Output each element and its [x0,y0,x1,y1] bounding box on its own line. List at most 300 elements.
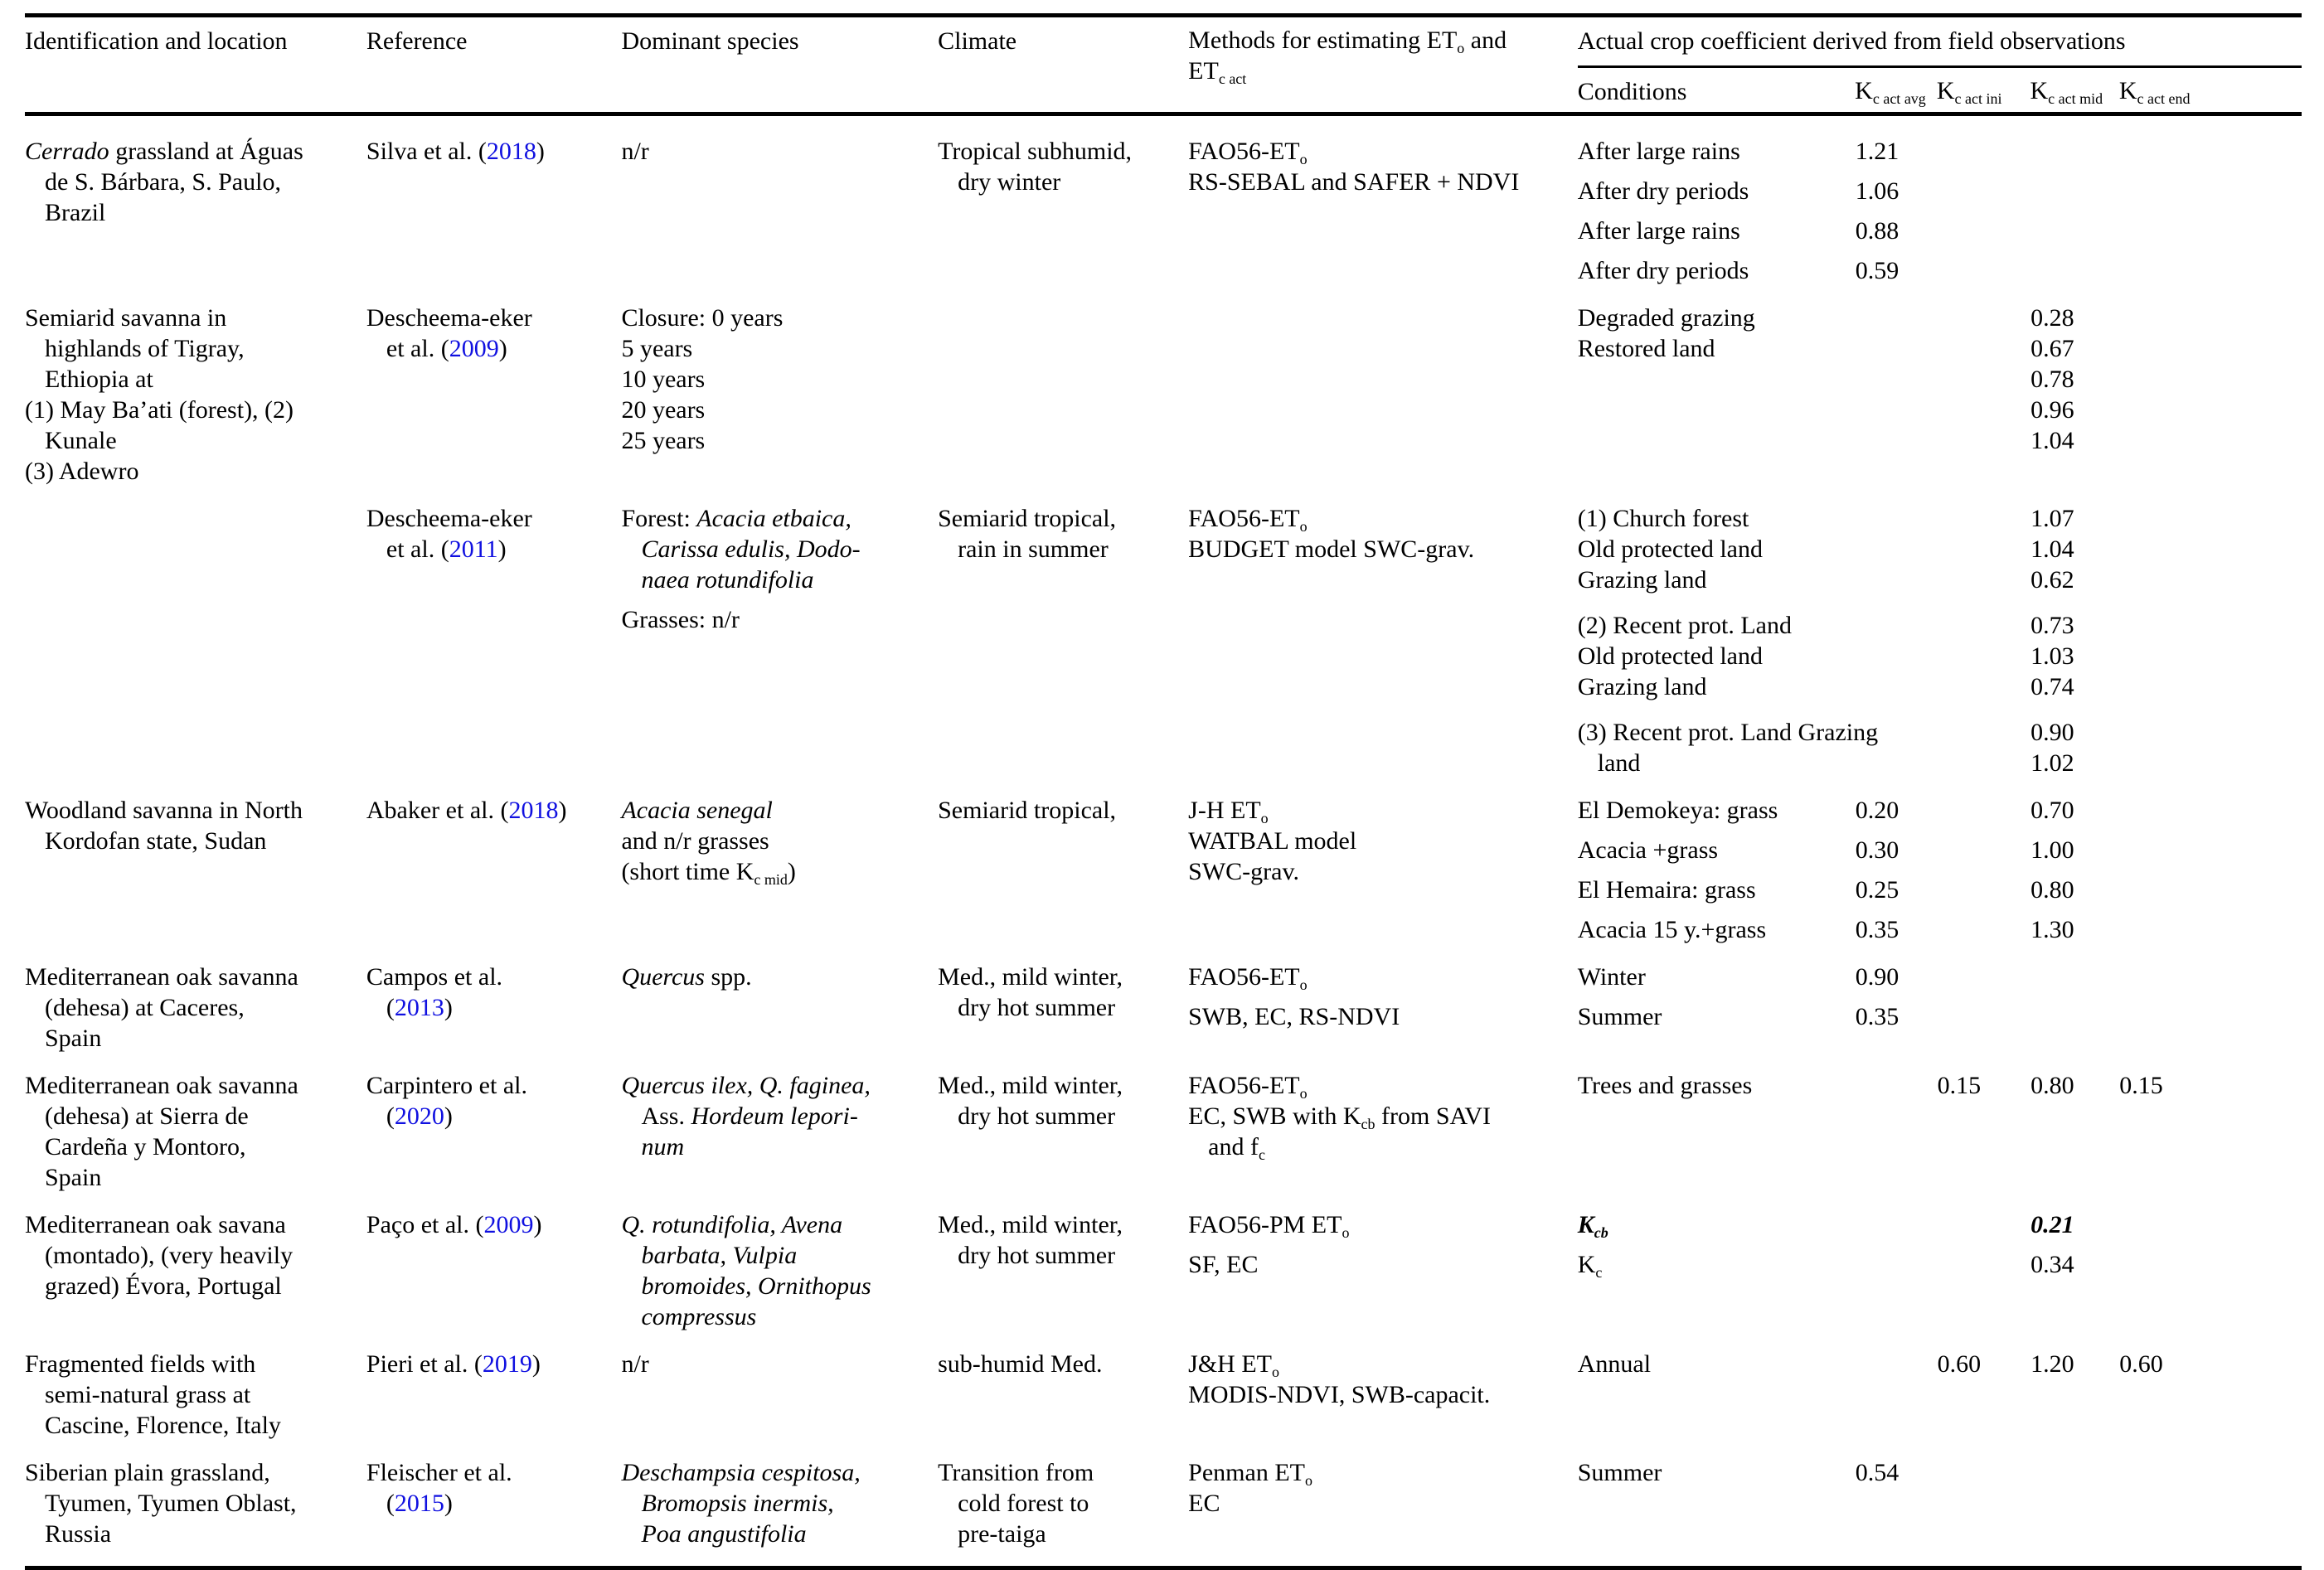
col-c1 [25,136,366,228]
col-c9 [2030,303,2119,456]
text-segment: 0.78 [2030,366,2074,393]
text-segment: ) [497,535,507,563]
text-line [621,503,931,534]
citation-link[interactable]: 2020 [394,1102,444,1130]
text-line [2030,914,2113,945]
text-segment: de S. Bárbara, S. Paulo, [45,168,281,196]
text-segment: and [1464,27,1507,54]
col-c2 [366,136,622,167]
table-body [25,116,2302,1549]
col-c7 [1856,136,1938,286]
text-segment: compressus [641,1303,757,1330]
text-segment: n/r [621,138,649,165]
text-line [1188,826,1571,856]
text-line [2030,75,2112,106]
citation-link[interactable]: 2013 [394,994,444,1021]
col-c4 [938,1349,1188,1379]
col-c9 [2030,1209,2119,1280]
text-segment: o [1272,1364,1279,1381]
text-segment: 1.04 [2030,535,2074,563]
text-line [938,534,1181,565]
text-line [938,1488,1181,1519]
text-segment: 5 years [621,335,693,362]
text-segment: Mediterranean oak savanna [25,963,298,991]
text-line [25,167,360,197]
text-line [1188,136,1571,167]
text-line [1188,1349,1571,1379]
text-line [25,1101,360,1131]
text-segment: FAO56-ET [1188,963,1300,991]
text-line [2030,395,2113,425]
text-segment: Med., mild winter, [938,963,1123,991]
text-segment: grassland at Águas [109,138,303,165]
text-line [2030,748,2113,778]
text-line [366,795,615,826]
text-line [621,1240,931,1271]
text-line [2030,671,2113,702]
text-segment: 0.60 [2119,1350,2163,1378]
text-segment: c act end [2137,90,2191,108]
text-segment: Siberian plain grassland, [25,1459,270,1486]
text-line [1578,565,1849,595]
col-c7 [1856,795,1938,945]
col-c2 [366,962,622,1023]
text-segment: J&H ET [1188,1350,1272,1378]
text-segment: from SAVI [1375,1102,1491,1130]
text-segment: Grazing land [1577,673,1707,700]
text-segment: cold forest to [958,1490,1089,1517]
text-line [1188,1070,1571,1101]
text-segment: ) [536,138,545,165]
text-line [1188,795,1571,826]
text-segment: ) [498,335,507,362]
text-segment: 0.35 [1855,916,1899,943]
text-segment: (3) Recent prot. Land Grazing [1577,719,1879,746]
text-line [2030,303,2113,333]
col-c2 [366,503,622,565]
text-segment: dry hot summer [958,1242,1116,1269]
text-segment: 0.96 [2030,396,2074,424]
text-line [25,456,360,487]
header-kc-act-avg [1855,75,1937,106]
text-segment: ) [444,1490,453,1517]
text-segment: El Hemaira: grass [1577,876,1756,904]
text-line [1578,176,1849,206]
text-segment: 0.59 [1855,257,1899,284]
text-line [1856,914,1931,945]
header-kc-act-end [2119,75,2302,106]
text-line [366,503,615,534]
text-line [25,1488,360,1519]
text-line [25,1162,360,1193]
text-line [1578,333,1849,364]
text-line [25,1131,360,1162]
col-c2 [366,303,622,364]
text-segment: Closure: 0 years [621,304,784,332]
text-line [1188,1101,1571,1131]
text-segment: num [641,1133,685,1161]
text-segment: 0.25 [1855,876,1899,904]
text-segment: spp. [704,963,752,991]
text-segment: 0.67 [2030,335,2074,362]
text-segment: After large rains [1577,138,1740,165]
text-segment: et al. ( [386,335,449,362]
text-segment: Deschampsia cespitosa, [621,1459,861,1486]
text-segment: 0.21 [2030,1211,2074,1238]
col-c1 [25,962,366,1054]
col-c4 [938,136,1188,197]
text-line [2030,835,2113,865]
text-line [1578,534,1849,565]
col-c4 [938,503,1188,565]
text-segment: Old protected land [1577,642,1763,670]
text-segment: Acacia senegal [621,797,773,824]
text-segment: (dehesa) at Sierra de [45,1102,249,1130]
text-line [25,303,360,333]
text-line [366,1349,615,1379]
col-c9 [2030,795,2119,945]
col-c6 [1578,1457,1856,1488]
col-c7 [1856,1457,1938,1488]
text-segment: o [1260,810,1269,827]
text-segment: 1.07 [2030,505,2074,532]
text-line [1577,717,1879,748]
header-row [25,25,2302,109]
citation-link[interactable]: 2009 [483,1211,534,1238]
text-segment: 0.34 [2030,1251,2074,1278]
col-c1 [25,1209,366,1301]
text-segment: o [1299,518,1308,535]
text-line [621,795,931,826]
text-segment: naea rotundifolia [641,566,814,594]
text-line [1578,610,1849,641]
citation-link[interactable]: 2019 [482,1350,532,1378]
col-c3 [621,1070,938,1162]
text-line [1578,1249,1849,1280]
text-line [1578,914,1849,945]
col-c5 [1188,1070,1578,1162]
text-line [1856,136,1931,167]
header-kc-act-mid [2030,75,2118,106]
table-row-8 [25,1349,2302,1441]
text-segment: n/r [621,1350,649,1378]
header-kc-group [1578,25,2302,109]
text-segment: Acacia 15 y.+grass [1577,916,1767,943]
header-kc-subrow [1578,75,2302,109]
text-segment: Penman ET [1188,1459,1305,1486]
col-c3 [621,962,938,992]
text-segment: Ass. [641,1102,691,1130]
table-row-7 [25,1209,2302,1332]
text-segment: K [1577,1251,1596,1278]
text-line [2030,795,2113,826]
text-line [621,856,931,887]
text-line [621,1131,931,1162]
col-c3 [621,1457,938,1549]
text-segment: Grazing land [1577,566,1707,594]
text-line [2030,565,2113,595]
text-segment: Semiarid savanna in [25,304,227,332]
text-segment: Paço et al. ( [366,1211,484,1238]
text-segment: Pieri et al. ( [366,1350,483,1378]
text-segment: 0.20 [1855,797,1899,824]
text-segment: 1.30 [2030,916,2074,943]
table-row-5 [25,962,2302,1054]
text-line [1578,962,1849,992]
text-line [621,1070,931,1101]
text-line [938,1070,1181,1101]
text-line [366,333,615,364]
text-line [25,1349,360,1379]
text-segment: o [1457,40,1465,57]
text-segment: K [2030,77,2049,104]
col-c3 [621,1209,938,1332]
text-segment: 10 years [621,366,706,393]
text-segment: Ethiopia at [45,366,153,393]
text-line [25,364,360,395]
text-segment: Med., mild winter, [938,1072,1123,1099]
text-line [1578,748,1849,778]
col-c2 [366,1457,622,1519]
text-line [1856,176,1931,206]
text-segment: ( [386,994,395,1021]
text-line [1578,303,1849,333]
text-line [1188,25,1571,56]
text-segment: ET [1188,57,1219,85]
text-line [621,1301,931,1332]
col-c1 [25,303,366,487]
col-c5 [1188,1209,1578,1280]
text-segment: 1.00 [2030,836,2074,864]
text-segment: 0.80 [2030,876,2074,904]
col-c5 [1188,136,1578,197]
text-line [1937,75,2024,106]
text-segment: Methods for estimating ET [1188,27,1458,54]
text-line [1578,1209,1849,1240]
line-gap [1578,702,1849,717]
col-c9 [2030,503,2119,778]
text-segment: FAO56-ET [1188,1072,1300,1099]
text-line [25,962,360,992]
text-segment: Old protected land [1577,535,1763,563]
text-segment: Russia [45,1520,112,1548]
header-reference: Reference [366,27,468,55]
text-segment: (montado), (very heavily [45,1242,294,1269]
text-segment: Restored land [1577,335,1715,362]
text-line [25,1023,360,1054]
text-segment: Tropical subhumid, [938,138,1133,165]
col-c3 [621,795,938,887]
text-segment: ) [787,858,796,885]
col-c10 [2119,1070,2302,1101]
text-line [621,1101,931,1131]
citation-link[interactable]: 2011 [449,535,498,563]
text-line [938,1349,1181,1379]
text-segment: Med., mild winter, [938,1211,1123,1238]
text-segment: c act avg [1872,90,1926,108]
col-c5 [1188,1349,1578,1410]
text-line [621,1349,931,1379]
col-c1 [25,795,366,856]
text-line [366,962,615,992]
text-segment: cb [1594,1224,1608,1242]
text-segment: Acacia etbaica, [696,505,851,532]
text-segment: Poa angustifolia [641,1520,807,1548]
text-line [2119,1349,2295,1379]
text-segment: rain in summer [958,535,1109,563]
text-segment: Tyumen, Tyumen Oblast, [45,1490,297,1517]
text-segment: c [1258,1146,1265,1164]
col-c1 [25,1349,366,1441]
col-c6 [1578,303,1856,364]
text-line [1188,1249,1571,1280]
text-segment: Winter [1577,963,1646,991]
text-segment: K [1855,77,1873,104]
text-line [2030,717,2113,748]
text-line [621,333,931,364]
text-segment: RS-SEBAL and SAFER + NDVI [1188,168,1520,196]
text-segment: c [1595,1264,1603,1282]
citation-link[interactable]: 2009 [449,335,499,362]
text-segment: (2) Recent prot. Land [1577,612,1792,639]
text-segment: Fleischer et al. [366,1459,512,1486]
line-gap [2030,702,2113,717]
col-c4 [938,795,1188,826]
col-c6 [1578,1070,1856,1101]
col-c5 [1188,962,1578,1032]
text-segment: Semiarid tropical, [938,797,1117,824]
text-segment: ) [444,994,453,1021]
text-segment: SF, EC [1188,1251,1259,1278]
text-segment: and n/r grasses [621,827,769,855]
text-segment: 1.03 [2030,642,2074,670]
col-c5 [1188,1457,1578,1519]
text-segment: (1) Church forest [1577,505,1749,532]
citation-link[interactable]: 2018 [486,138,536,165]
text-line [1188,1131,1571,1162]
text-segment: Quercus ilex, Q. faginea, [621,1072,871,1099]
text-segment: 1.21 [1855,138,1899,165]
text-segment: c act [1218,70,1247,88]
text-segment: Woodland savanna in North [25,797,303,824]
text-segment: Fragmented fields with [25,1350,256,1378]
text-line [2119,75,2295,106]
text-segment: o [1342,1224,1350,1242]
text-line [1188,534,1571,565]
text-line [1938,1070,2025,1101]
text-line [366,1070,615,1101]
text-segment: 0.28 [2030,304,2074,332]
text-segment: o [1299,151,1308,168]
text-segment: 25 years [621,427,706,454]
text-line [1188,1209,1571,1240]
text-segment: Annual [1577,1350,1652,1378]
text-line [621,826,931,856]
col-c1 [25,1070,366,1193]
text-line [1188,1488,1571,1519]
text-segment: ) [531,1350,541,1378]
text-segment: barbata, Vulpia [641,1242,798,1269]
text-segment: BUDGET model SWC-grav. [1188,535,1475,563]
text-segment: After dry periods [1577,257,1749,284]
text-line [25,795,360,826]
text-segment: o [1304,1472,1312,1490]
text-line [621,1271,931,1301]
text-line [366,303,615,333]
col-c4 [938,962,1188,1023]
text-line [2030,1249,2113,1280]
text-line [621,565,931,595]
text-line [25,395,360,425]
text-line [1578,835,1849,865]
text-segment: Mediterranean oak savana [25,1211,286,1238]
col-c7 [1856,962,1938,1032]
text-segment: FAO56-PM ET [1188,1211,1342,1238]
col-c5 [1188,503,1578,565]
text-line [1578,1457,1849,1488]
text-segment: SWC-grav. [1188,858,1300,885]
text-segment: highlands of Tigray, [45,335,245,362]
citation-link[interactable]: 2018 [508,797,559,824]
col-c4 [938,1209,1188,1271]
text-line [25,1519,360,1549]
col-c6 [1578,136,1856,286]
text-line [938,1240,1181,1271]
text-line [25,197,360,228]
text-line [1578,136,1849,167]
text-segment: SWB, EC, RS-NDVI [1188,1003,1400,1030]
text-segment: K [1936,77,1955,104]
text-segment: Spain [45,1025,102,1052]
text-segment: ) [558,797,567,824]
text-line [1188,1457,1571,1488]
col-c6 [1578,795,1856,945]
text-segment: sub-humid Med. [938,1350,1103,1378]
text-line [1578,795,1849,826]
text-line [1578,216,1849,246]
text-segment: 1.06 [1855,177,1899,205]
text-segment: ) [533,1211,542,1238]
text-line [1188,856,1571,887]
text-line [25,1070,360,1101]
text-line [1188,56,1571,86]
text-segment: (3) Adewro [25,458,139,485]
text-segment: c act mid [2048,90,2103,108]
text-segment: 0.15 [2119,1072,2163,1099]
text-segment: 0.30 [1855,836,1899,864]
text-line [1578,1070,1849,1101]
text-segment: Forest: [621,505,697,532]
text-line [1188,1001,1571,1032]
text-segment: Quercus [621,963,705,991]
text-segment: Cerrado [25,138,109,165]
text-segment: 0.90 [2030,719,2074,746]
citation-link[interactable]: 2015 [394,1490,444,1517]
text-segment: c mid [754,871,788,889]
text-line [2030,610,2113,641]
text-segment: FAO56-ET [1188,138,1300,165]
text-segment: cb [1361,1116,1375,1133]
table-row-4 [25,795,2302,945]
text-line [938,795,1181,826]
text-line [1578,641,1849,671]
paper-table [25,13,2302,1570]
text-line [366,992,615,1023]
text-segment: o [1299,976,1308,994]
text-line [366,1488,615,1519]
text-line [1856,835,1931,865]
col-c8 [1938,1349,2031,1379]
